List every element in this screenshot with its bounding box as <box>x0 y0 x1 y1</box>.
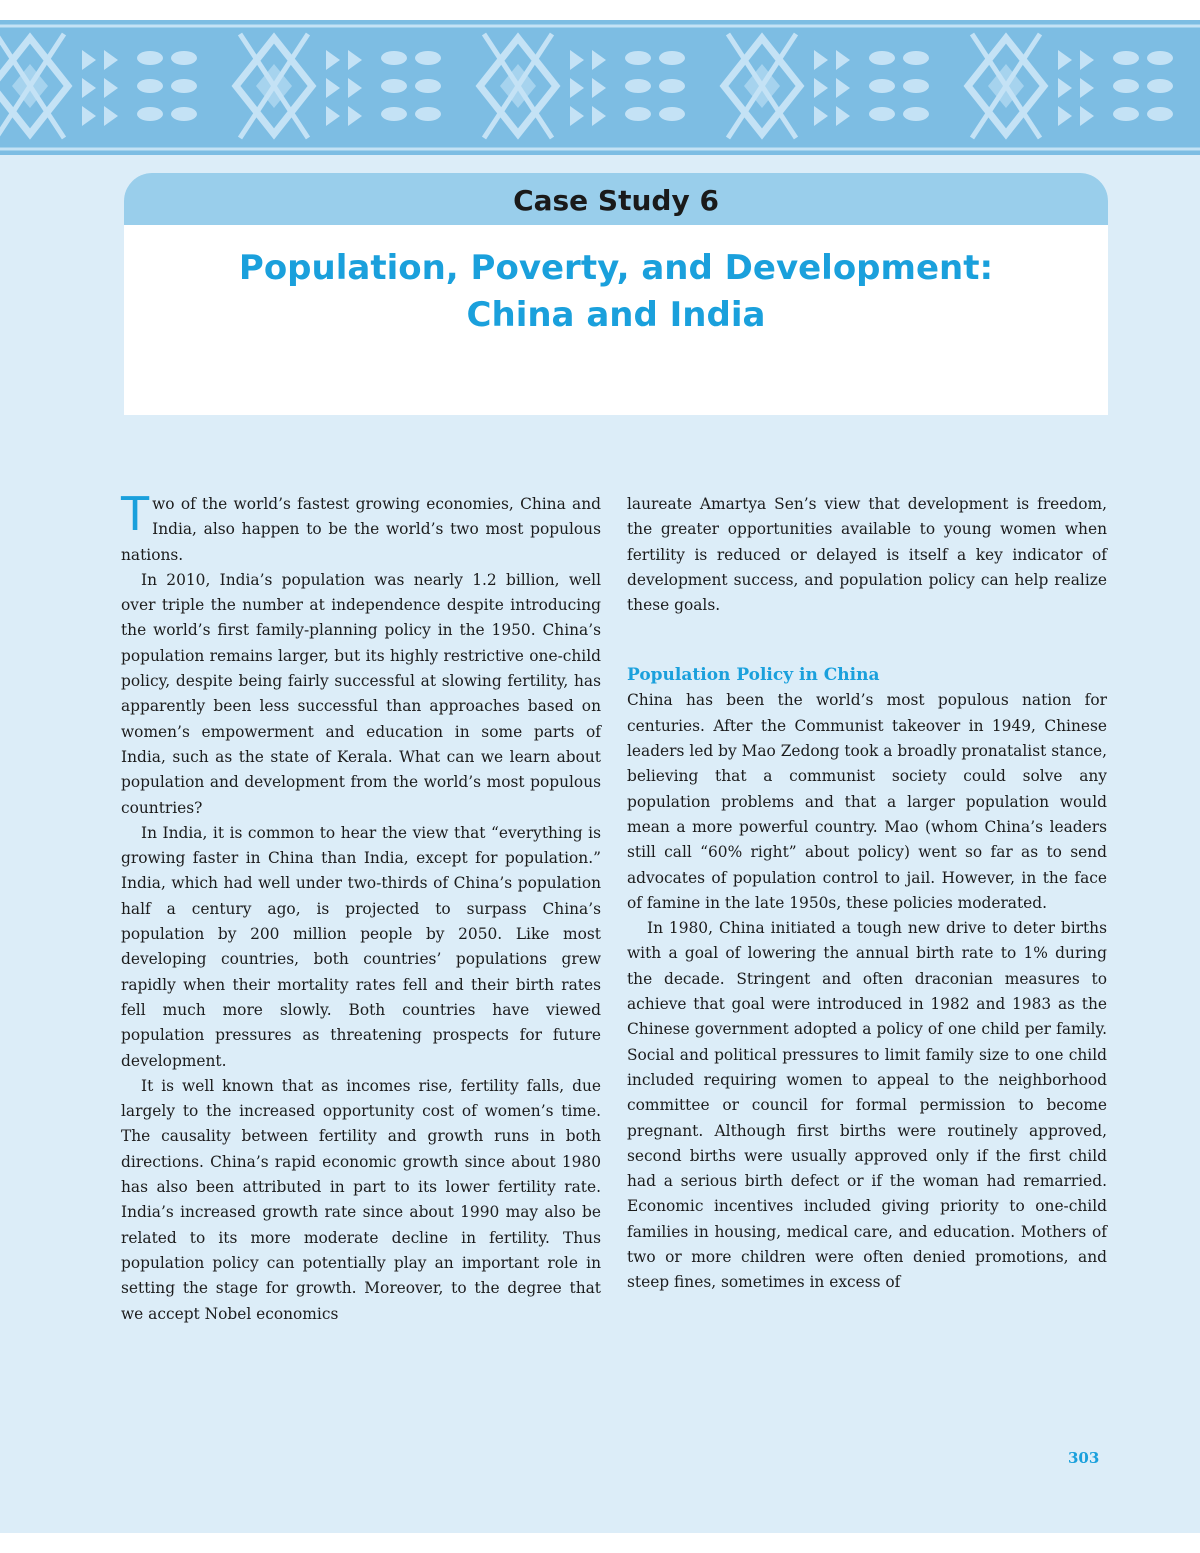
banner-oval <box>137 107 163 121</box>
banner-oval <box>415 107 441 121</box>
banner-oval <box>1113 51 1139 65</box>
banner-oval <box>1147 107 1173 121</box>
paragraph-intro <box>121 487 601 568</box>
title-card <box>124 173 1108 415</box>
page-title <box>124 245 1108 339</box>
page-title-line-1: Population, Poverty, and Development: <box>238 248 994 288</box>
left-column <box>121 487 601 1327</box>
banner-oval <box>171 51 197 65</box>
paragraph-continued: laureate Amartya Sen’s view that development is freedom, the greater opportunities available to young women when fertility is reduced or delayed is itself a key indicator of development success, and population policy can help realize these goals. <box>627 495 1107 615</box>
banner-oval <box>903 107 929 121</box>
section-heading: Population Policy in China <box>627 665 880 686</box>
banner-oval <box>659 51 685 65</box>
decorative-banner <box>0 20 1200 155</box>
right-column <box>627 492 1107 1296</box>
banner-oval <box>625 51 651 65</box>
banner-oval <box>381 107 407 121</box>
banner-oval <box>415 79 441 93</box>
banner-oval <box>659 107 685 121</box>
paragraph: It is well known that as incomes rise, fertility falls, due largely to the increased opportunity cost of women’s time. The causality between fertility and growth runs in both directions. China’s rapid economic growth since about 1980 has also been attributed in part to its lower fertility rate. India’s increased growth rate since about 1990 may also be related to its more moderate decline in fertility. Thus population policy can potentially play an important role in setting the stage for growth. Moreover, to the degree that we accept Nobel economics <box>121 1076 601 1323</box>
banner-oval <box>381 79 407 93</box>
case-study-label: Case Study 6 <box>124 173 1108 225</box>
banner-oval <box>869 107 895 121</box>
banner-oval <box>625 79 651 93</box>
paragraph: China has been the world’s most populous nation for centuries. After the Communist takeover in 1949, Chinese leaders led by Mao Zedong took a broadly pronatalist stance, believing that a communist society could solve any population problems and that a larger population would mean a more powerful country. Mao (whom China’s leaders still call “60% right” about policy) went so far as to send advocates of population control to jail. However, in the face of famine in the late 1950s, these policies moderated. <box>627 691 1107 912</box>
banner-oval <box>415 51 441 65</box>
page-number: 303 <box>1068 1449 1100 1467</box>
banner-oval <box>1113 107 1139 121</box>
banner-oval <box>171 79 197 93</box>
paragraph: In 2010, India’s population was nearly 1.2 billion, well over triple the number at independence despite introducing the world’s first family-planning policy in the 1950. China’s population remains larger, but its highly restrictive one-child policy, despite being fairly successful at slowing fertility, has apparently been less successful than approaches based on women’s empowerment and education in some parts of India, such as the state of Kerala. What can we learn about population and development from the world’s most populous countries? <box>121 570 601 817</box>
banner-oval <box>903 79 929 93</box>
banner-oval <box>869 79 895 93</box>
banner-oval <box>1113 79 1139 93</box>
banner-oval <box>1147 79 1173 93</box>
banner-oval <box>1147 51 1173 65</box>
paragraph: In 1980, China initiated a tough new drive to deter births with a goal of lowering the annual birth rate to 1% during the decade. Stringent and often draconian measures to achieve that goal were introduced in 1982 and 1983 as the Chinese government adopted a policy of one child per family. Social and political pressures to limit family size to one child included requiring women to appeal to the neighborhood committee or council for formal permission to become pregnant. Although first births were routinely approved, second births were usually approved only if the first child had a serious birth defect or if the woman had remarried. Economic incentives included giving priority to one-child families in housing, medical care, and education. Mothers of two or more children were often denied promotions, and steep fines, sometimes in excess of <box>627 919 1107 1292</box>
banner-oval <box>137 79 163 93</box>
banner-oval <box>171 107 197 121</box>
banner-oval <box>137 51 163 65</box>
banner-oval <box>659 79 685 93</box>
banner-oval <box>625 107 651 121</box>
paragraph: In India, it is common to hear the view that “everything is growing faster in China than India, except for population.” India, which had well under two-thirds of China’s population half a century ago, is projected to surpass China’s population by 200 million people by 2050. Like most developing countries, both countries’ populations grew rapidly when their mortality rates fell and their birth rates fell much more slowly. Both countries have viewed population pressures as threatening prospects for future development. <box>121 823 601 1070</box>
drop-cap: T <box>121 487 150 541</box>
banner-oval <box>381 51 407 65</box>
banner-oval <box>903 51 929 65</box>
page-title-line-2: China and India <box>466 295 766 335</box>
paragraph-intro-text: wo of the world’s fastest growing economies, China and India, also happen to be the world’s two most populous nations. <box>121 495 601 564</box>
banner-oval <box>869 51 895 65</box>
